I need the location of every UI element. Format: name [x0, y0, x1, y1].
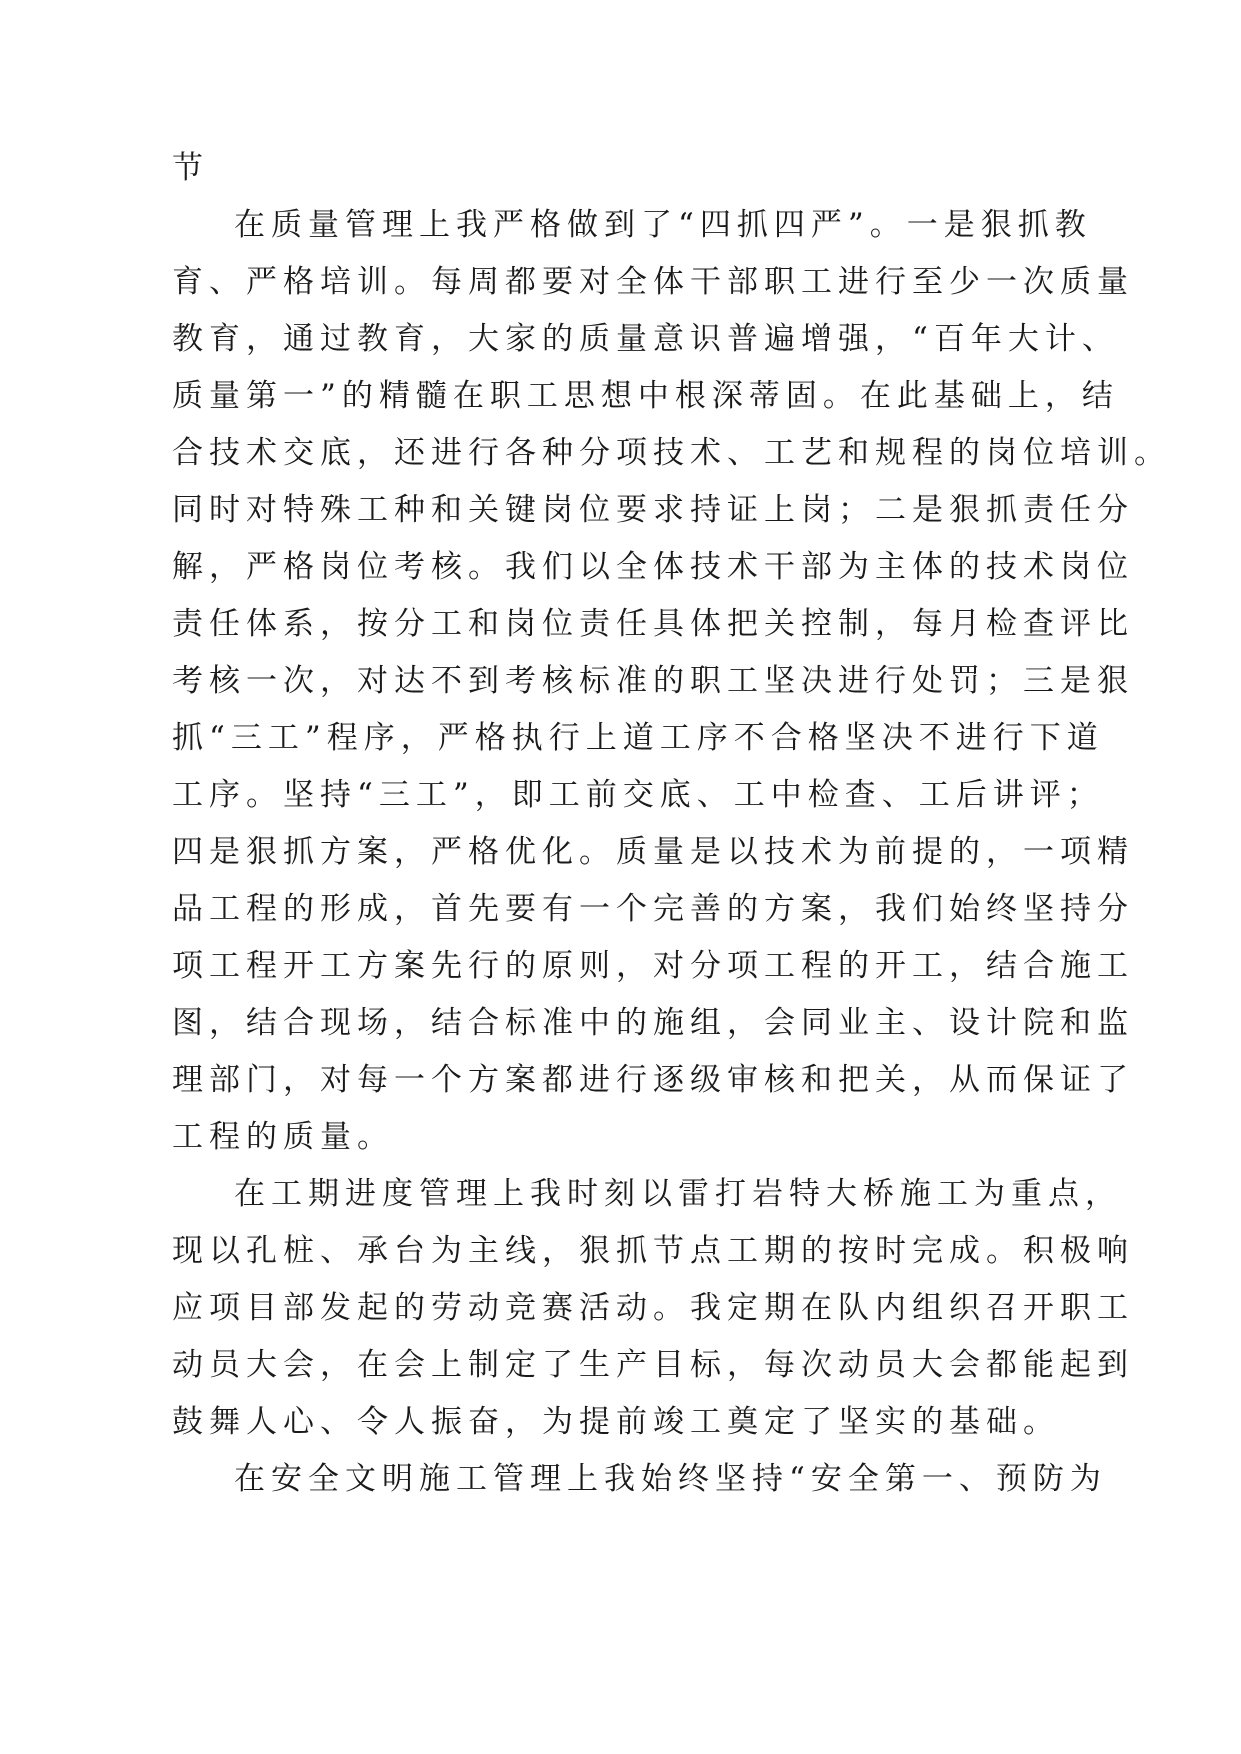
text-line [0, 718, 1241, 758]
line-text: 在工期进度管理上我时刻以雷打岩特大桥施工为重点， [234, 1176, 1122, 1212]
line-text: 品工程的形成，首先要有一个完善的方案，我们始终坚持分 [172, 891, 1134, 927]
text-line [0, 604, 1241, 644]
text-line [0, 148, 1241, 188]
text-line [0, 1117, 1241, 1157]
text-line [0, 1402, 1241, 1442]
line-text: 责任体系，按分工和岗位责任具体把关控制，每月检查评比 [172, 606, 1134, 642]
line-text: 鼓舞人心、令人振奋，为提前竣工奠定了坚实的基础。 [172, 1404, 1060, 1440]
line-text: 教育，通过教育，大家的质量意识普遍增强，“百年大计、 [172, 321, 1119, 357]
line-text: 应项目部发起的劳动竞赛活动。我定期在队内组织召开职工 [172, 1290, 1134, 1326]
line-text: 解，严格岗位考核。我们以全体技术干部为主体的技术岗位 [172, 549, 1134, 585]
line-text: 动员大会，在会上制定了生产目标，每次动员大会都能起到 [172, 1347, 1134, 1383]
line-text: 在安全文明施工管理上我始终坚持“安全第一、预防为 [234, 1461, 1107, 1497]
line-text: 抓“三工”程序，严格执行上道工序不合格坚决不进行下道 [172, 720, 1104, 756]
text-line [0, 490, 1241, 530]
text-line [0, 433, 1241, 473]
line-text: 项工程开工方案先行的原则，对分项工程的开工，结合施工 [172, 948, 1134, 984]
line-text: 合技术交底，还进行各种分项技术、工艺和规程的岗位培训。 [172, 435, 1171, 471]
paragraph-first-line [0, 205, 1241, 245]
line-text: 四是狠抓方案，严格优化。质量是以技术为前提的，一项精 [172, 834, 1134, 870]
paragraph-first-line [0, 1174, 1241, 1214]
text-line [0, 1060, 1241, 1100]
text-line [0, 775, 1241, 815]
line-text: 育、严格培训。每周都要对全体干部职工进行至少一次质量 [172, 264, 1134, 300]
line-text: 同时对特殊工种和关键岗位要求持证上岗；二是狠抓责任分 [172, 492, 1134, 528]
text-line [0, 1345, 1241, 1385]
line-text: 节 [172, 150, 209, 186]
line-text: 工序。坚持“三工”，即工前交底、工中检查、工后讲评； [172, 777, 1104, 813]
text-line [0, 376, 1241, 416]
text-line [0, 889, 1241, 929]
text-line [0, 1003, 1241, 1043]
line-text: 现以孔桩、承台为主线，狠抓节点工期的按时完成。积极响 [172, 1233, 1134, 1269]
line-text: 理部门，对每一个方案都进行逐级审核和把关，从而保证了 [172, 1062, 1134, 1098]
text-line [0, 661, 1241, 701]
line-text: 图，结合现场，结合标准中的施组，会同业主、设计院和监 [172, 1005, 1134, 1041]
line-text: 考核一次，对达不到考核标准的职工坚决进行处罚；三是狠 [172, 663, 1134, 699]
text-line [0, 1231, 1241, 1271]
text-line [0, 832, 1241, 872]
paragraph-first-line [0, 1459, 1241, 1499]
text-line [0, 319, 1241, 359]
text-line [0, 1288, 1241, 1328]
line-text: 在质量管理上我严格做到了“四抓四严”。一是狠抓教 [234, 207, 1092, 243]
text-line [0, 946, 1241, 986]
text-line [0, 547, 1241, 587]
text-line [0, 262, 1241, 302]
line-text: 质量第一”的精髓在职工思想中根深蒂固。在此基础上，结 [172, 378, 1119, 414]
line-text: 工程的质量。 [172, 1119, 394, 1155]
